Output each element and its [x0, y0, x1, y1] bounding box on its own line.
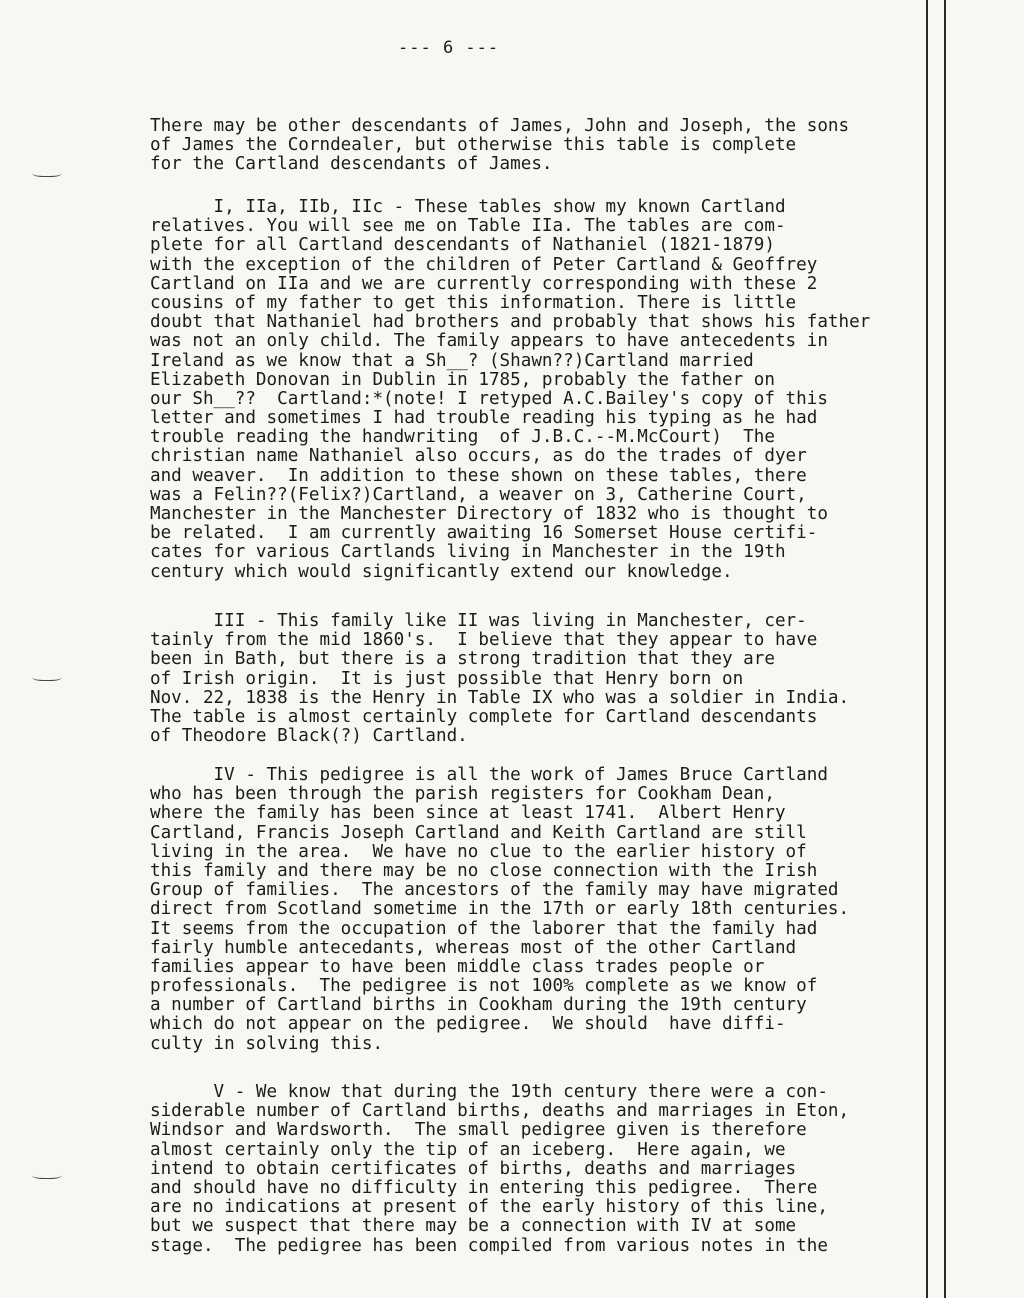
text-line: christian name Nathaniel also occurs, as do the trades of dyer [150, 446, 807, 467]
text-line: letter and sometimes I had trouble reading his typing as he had [150, 408, 818, 429]
paragraph-table-iii [150, 612, 1010, 746]
text-line: Elizabeth Donovan in Dublin in 1785, probably the father on [150, 369, 775, 390]
text-line: cousins of my father to get this information. There is little [150, 292, 797, 313]
text-line: V - We know that during the 19th century there were a con- [150, 1082, 828, 1102]
text-line: was a Felin??(Felix?)Cartland, a weaver on 3, Catherine Court, [150, 484, 807, 505]
text-line: century which would significantly extend our knowledge. [150, 561, 733, 582]
text-line: are no indications at present of the early history of this line, [150, 1197, 828, 1218]
text-line: with the exception of the children of Peter Cartland & Geoffrey [150, 254, 818, 275]
text-line: of James the Corndealer, but otherwise this table is complete [150, 135, 797, 156]
text-line: Cartland, Francis Joseph Cartland and Keith Cartland are still [150, 822, 807, 843]
hole-punch-mark [32, 672, 62, 681]
text-line: relatives. You will see me on Table IIa. The tables are com- [150, 216, 786, 237]
text-line: of Theodore Black(?) Cartland. [150, 726, 468, 747]
text-line: intend to obtain certificates of births, deaths and marriages [150, 1158, 797, 1179]
text-line: Nov. 22, 1838 is the Henry in Table IX who was a soldier in India. [150, 687, 850, 708]
text-line: professionals. The pedigree is not 100% complete as we know of [150, 976, 818, 997]
text-line: trouble reading the handwriting of J.B.C.--M.McCourt) The [150, 427, 775, 448]
text-line: III - This family like II was living in Manchester, cer- [150, 611, 807, 631]
text-line: It seems from the occupation of the laborer that the family had [150, 918, 818, 939]
text-line: IV - This pedigree is all the work of James Bruce Cartland [150, 765, 828, 785]
hole-punch-mark [32, 1170, 62, 1179]
text-line: families appear to have been middle class trades people or [150, 956, 765, 977]
text-line: who has been through the parish registers for Cookham Dean, [150, 784, 775, 805]
text-line: and should have no difficulty in entering this pedigree. There [150, 1177, 818, 1198]
text-line: Group of families. The ancestors of the family may have migrated [150, 880, 839, 901]
text-line: and weaver. In addition to these shown on these tables, there [150, 465, 807, 486]
text-line: direct from Scotland sometime in the 17th or early 18th centuries. [150, 899, 850, 920]
text-line: Cartland on IIa and we are currently corresponding with these 2 [150, 273, 818, 294]
text-line: siderable number of Cartland births, deaths and marriages in Eton, [150, 1101, 850, 1122]
text-line: been in Bath, but there is a strong tradition that they are [150, 649, 775, 670]
page-number: --- 6 --- [398, 38, 500, 58]
text-line: was not an only child. The family appears to have antecedents in [150, 331, 828, 352]
text-line: but we suspect that there may be a connection with IV at some [150, 1216, 797, 1237]
text-line: our Sh__?? Cartland:*(note! I retyped A.C.Bailey's copy of this [150, 388, 828, 409]
text-line: Ireland as we know that a Sh__? (Shawn??)Cartland married [150, 350, 754, 371]
text-line: fairly humble antecedants, whereas most of the other Cartland [150, 937, 797, 958]
text-line: Windsor and Wardsworth. The small pedigree given is therefore [150, 1120, 807, 1141]
text-line: stage. The pedigree has been compiled from various notes in the [150, 1235, 828, 1256]
text-line: tainly from the mid 1860's. I believe that they appear to have [150, 630, 818, 651]
text-line: The table is almost certainly complete for Cartland descendants [150, 706, 818, 727]
text-line: cates for various Cartlands living in Manchester in the 19th [150, 542, 786, 563]
paragraph-tables-i-iic [150, 198, 1010, 582]
paragraph-table-v [150, 1083, 1010, 1256]
text-line: for the Cartland descendants of James. [150, 154, 553, 175]
text-line: this family and there may be no close connection with the Irish [150, 860, 818, 881]
text-line: of Irish origin. It is just possible that Henry born on [150, 668, 744, 689]
text-line: There may be other descendants of James, John and Joseph, the sons [150, 116, 850, 136]
text-line: where the family has been since at least 1741. Albert Henry [150, 803, 786, 824]
text-line: I, IIa, IIb, IIc - These tables show my known Cartland [150, 197, 786, 217]
text-line: doubt that Nathaniel had brothers and probably that shows his father [150, 312, 871, 333]
text-line: a number of Cartland births in Cookham during the 19th century [150, 995, 807, 1016]
paragraph-table-iv [150, 766, 1010, 1054]
text-line: almost certainly only the tip of an iceberg. Here again, we [150, 1139, 786, 1160]
text-line: Manchester in the Manchester Directory of 1832 who is thought to [150, 504, 828, 524]
text-line: be related. I am currently awaiting 16 Somerset House certifi- [150, 523, 818, 544]
text-line: plete for all Cartland descendants of Nathaniel (1821-1879) [150, 235, 775, 256]
text-line: living in the area. We have no clue to the earlier history of [150, 841, 807, 862]
text-line: culty in solving this. [150, 1033, 384, 1054]
hole-punch-mark [32, 168, 62, 177]
paragraph-intro [150, 117, 1010, 175]
text-line: which do not appear on the pedigree. We should have diffi- [150, 1014, 786, 1035]
